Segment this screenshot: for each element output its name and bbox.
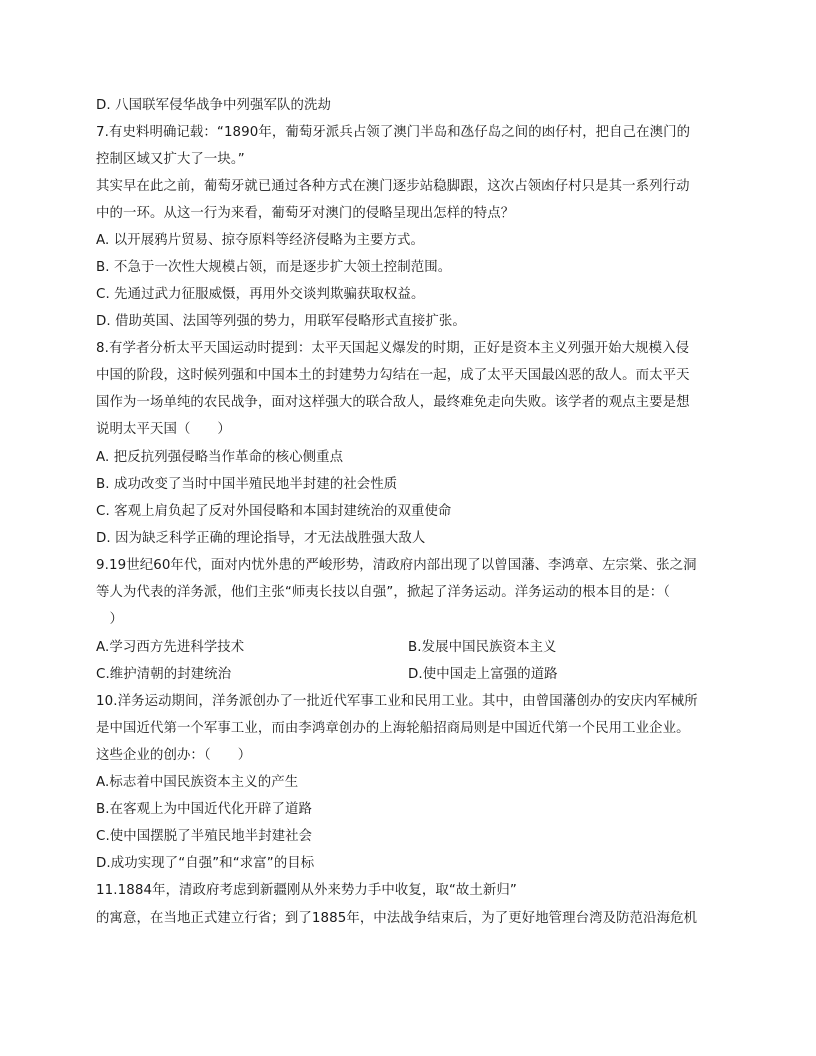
q8-stem-line-4: 说明太平天国（ ）: [96, 422, 231, 437]
q10-option-c: C.使中国摆脱了半殖民地半封建社会: [96, 829, 313, 844]
q9-option-d: D.使中国走上富强的道路: [408, 667, 558, 682]
q8-option-d: D. 因为缺乏科学正确的理论指导，才无法战胜强大敌人: [96, 531, 426, 546]
q7-option-a: A. 以开展鸦片贸易、掠夺原料等经济侵略为主要方式。: [96, 233, 425, 248]
q9-option-b: B.发展中国民族资本主义: [408, 640, 557, 655]
q7-stem-line-3: 其实早在此之前，葡萄牙就已通过各种方式在澳门逐步站稳脚跟，这次占领凼仔村只是其一系列行动: [96, 179, 690, 194]
q7-stem-line-2: 控制区域又扩大了一块。”: [96, 152, 245, 167]
q10-stem-line-1: 10.洋务运动期间，洋务派创办了一批近代军事工业和民用工业。其中，由曾国藩创办的安庆内军械所: [96, 694, 698, 709]
q10-option-a: A.标志着中国民族资本主义的产生: [96, 775, 299, 790]
q9-option-c: C.维护清朝的封建统治: [96, 667, 232, 682]
q10-option-d: D.成功实现了“自强”和“求富”的目标: [96, 856, 315, 871]
q10-stem-line-3: 这些企业的创办：（ ）: [96, 748, 252, 763]
q7-option-b: B. 不急于一次性大规模占领，而是逐步扩大领土控制范围。: [96, 260, 452, 275]
q8-option-b: B. 成功改变了当时中国半殖民地半封建的社会性质: [96, 477, 398, 492]
q10-stem-line-2: 是中国近代第一个军事工业，而由李鸿章创办的上海轮船招商局则是中国近代第一个民用工业企业。: [96, 721, 690, 736]
q8-stem-line-2: 中国的阶段，这时候列强和中国本土的封建势力勾结在一起，成了太平天国最凶恶的敌人。而太平天: [96, 368, 690, 383]
q10-option-b: B.在客观上为中国近代化开辟了道路: [96, 802, 313, 817]
q9-stem-line-3: ）: [96, 612, 123, 627]
q11-stem-line-2: 的寓意，在当地正式建立行省；到了1885年，中法战争结束后，为了更好地管理台湾及防范沿海危机: [96, 911, 698, 926]
q7-option-c: C. 先通过武力征服威慑，再用外交谈判欺骗获取权益。: [96, 287, 425, 302]
q7-stem-line-4: 中的一环。从这一行为来看，葡萄牙对澳门的侵略呈现出怎样的特点？: [96, 206, 515, 221]
q7-option-d: D. 借助英国、法国等列强的势力，用联军侵略形式直接扩张。: [96, 314, 466, 329]
q9-stem-line-1: 9.19世纪60年代，面对内忧外患的严峻形势，清政府内部出现了以曾国藩、李鸿章、左宗棠、张之洞: [96, 558, 697, 573]
q8-option-a: A. 把反抗列强侵略当作革命的核心侧重点: [96, 450, 344, 465]
q8-stem-line-3: 国作为一场单纯的农民战争，面对这样强大的联合敌人，最终难免走向失败。该学者的观点主要是想: [96, 395, 690, 410]
q9-stem-line-2: 等人为代表的洋务派，他们主张“师夷长技以自强”，掀起了洋务运动。洋务运动的根本目的是：（: [96, 585, 670, 600]
q8-stem-line-1: 8.有学者分析太平天国运动时提到：太平天国起义爆发的时期，正好是资本主义列强开始大规模入侵: [96, 341, 690, 356]
q11-stem-line-1: 11.1884年，清政府考虑到新疆刚从外来势力手中收复，取“故土新归”: [96, 883, 517, 898]
q7-stem-line-1: 7.有史料明确记载：“1890年，葡萄牙派兵占领了澳门半岛和氹仔岛之间的凼仔村，把自己在澳门的: [96, 125, 691, 140]
q8-option-c: C. 客观上肩负起了反对外国侵略和本国封建统治的双重使命: [96, 504, 452, 519]
q9-option-a: A.学习西方先进科学技术: [96, 640, 245, 655]
q6-option-d: D. 八国联军侵华战争中列强军队的洗劫: [96, 98, 331, 113]
